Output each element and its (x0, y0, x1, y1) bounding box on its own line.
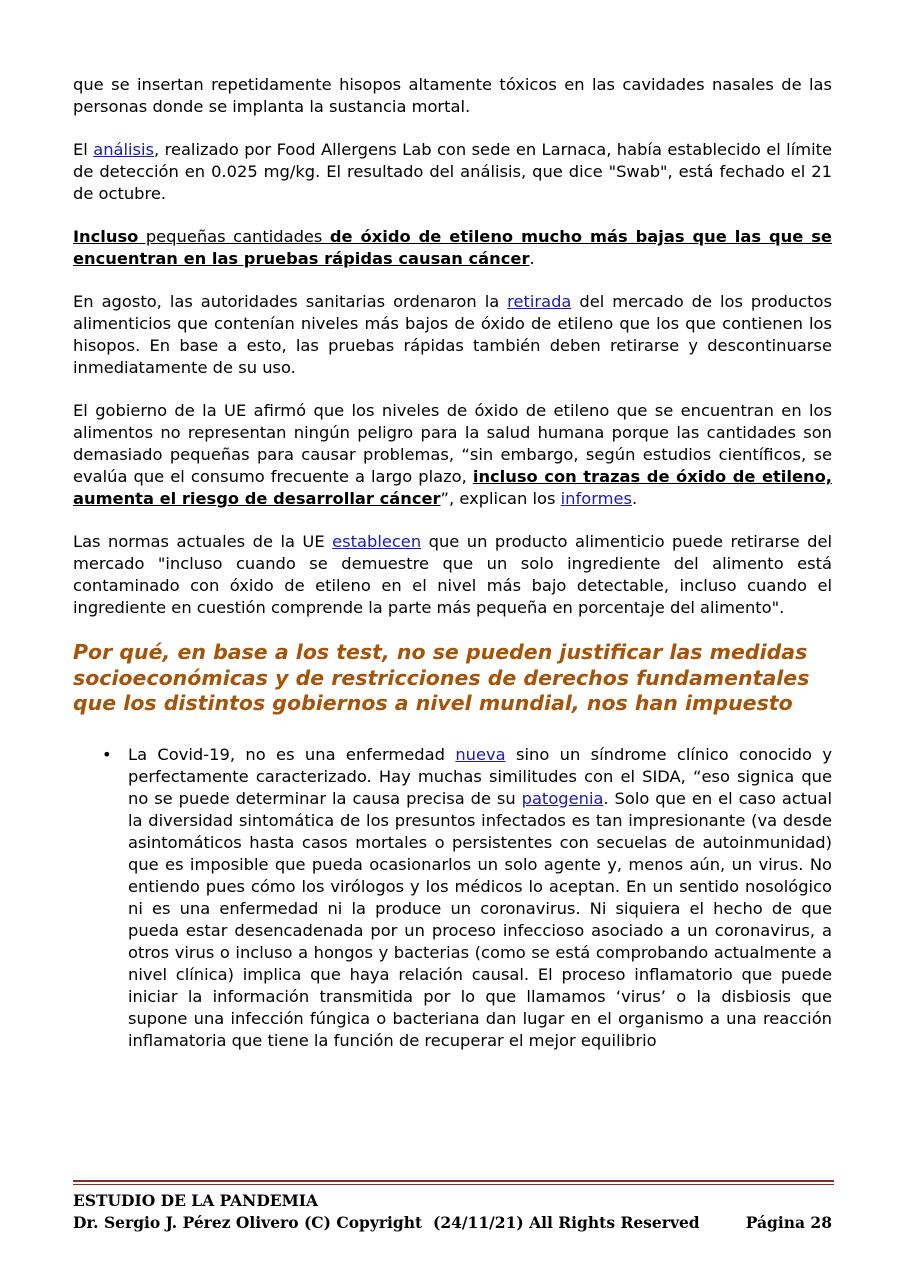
nueva-link[interactable]: nueva (455, 744, 506, 764)
patogenia-link[interactable]: patogenia (521, 788, 604, 808)
paragraph-5-pre: El gobierno de la UE afirmó que los niveles de óxido de etileno que se encuentran en los alimentos no representan ningún peligro para la salud humana porque las cantidades son demasiado pequeñas para causar problemas, “sin embargo, según estudios científicos, se evalúa que el consumo frecuente a largo plazo, (73, 401, 832, 486)
analisis-link[interactable]: análisis (93, 140, 155, 159)
retirada-link[interactable]: retirada (507, 292, 572, 311)
establecen-link[interactable]: establecen (332, 532, 422, 551)
paragraph-5-end: . (631, 489, 638, 508)
paragraph-1-text: que se insertan repetidamente hisopos altamente tóxicos en las cavidades nasales de las personas donde se implanta la sustancia mortal. (73, 75, 832, 116)
paragraph-2-post: , realizado por Food Allergens Lab con sede en Larnaca, había establecido el límite de detección en 0.025 mg/kg. El resultado del análisis, que dice "Swab", está fechado el 21 de octubre. (73, 140, 832, 203)
paragraph-2 (73, 139, 832, 205)
paragraph-6 (73, 531, 832, 619)
bullet-pre: La Covid-19, no es una enfermedad (128, 744, 456, 764)
bullet-dot-icon: • (102, 744, 112, 764)
paragraph-5-mid: ”, explican los (440, 489, 561, 508)
page-number: Página 28 (745, 1213, 832, 1232)
paragraph-6-post: que un producto alimenticio puede retirarse del mercado "incluso cuando se demuestre que un solo ingrediente del alimento está contaminado con óxido de etileno en el nivel más bajo detectable, incluso cuando el ingrediente en cuestión comprende la parte más pequeña en porcentaje del alimento". (73, 532, 833, 617)
bullet-list (73, 744, 832, 1052)
paragraph-4-pre: En agosto, las autoridades sanitarias ordenaron la (73, 292, 508, 311)
paragraph-1 (73, 74, 832, 118)
paragraph-2-pre: El (73, 140, 94, 159)
paragraph-3-bold-incluso: Incluso (73, 227, 139, 246)
footer-copyright: Dr. Sergio J. Pérez Olivero (C) Copyright (24/11/21) All Rights Reserved (73, 1213, 700, 1232)
bullet-post: . Solo que en el caso actual la diversidad sintomática de los presuntos infectados es tan impresionante (va desde asintomáticos hasta casos mortales o persistentes con secuelas de autoinmunidad) que es imposible que pueda ocasionarlos un solo agente y, menos aún, un virus. No entiendo pues cómo los virólogos y los médicos lo aceptan. En un sentido nosológico ni es una enfermedad ni la produce un coronavirus. Ni siquiera el hecho de que pueda estar desencadenada por un proceso infeccioso asociado a un coronavirus, a otros virus o incluso a hongos y bacterias (como se está comprobando actualmente a nivel clínica) implica que haya relación causal. El proceso inflamatorio que puede iniciar la información transmitida por lo que llamamos ‘virus’ o la disbiosis que supone una infección fúngica o bacteriana dan lugar en el organismo a una reacción inflamatoria que tiene la función de recuperar el mejor equilibrio (128, 788, 832, 1050)
paragraph-3-bold-claim: de óxido de etileno mucho más bajas que las que se encuentran en las pruebas rápidas causan cáncer (73, 227, 832, 268)
document-body (73, 74, 832, 1052)
bullet-mid: sino un síndrome clínico conocido y perfectamente caracterizado. Hay muchas similitudes con el SIDA, “eso signica que no se puede determinar la causa precisa de su (128, 744, 832, 808)
paragraph-6-pre: Las normas actuales de la UE (73, 532, 333, 551)
footer-row (73, 1212, 832, 1234)
informes-link[interactable]: informes (560, 489, 632, 508)
paragraph-3-end: . (529, 249, 535, 268)
paragraph-3 (73, 226, 832, 270)
page-footer (73, 1190, 832, 1234)
section-heading: Por qué, en base a los test, no se pueden justificar las medidas socioeconómicas y de restricciones de derechos fundamentales que los distintos gobiernos a nivel mundial, nos han impuesto (73, 640, 810, 715)
paragraph-4 (73, 291, 832, 379)
paragraph-5-bold: incluso con trazas de óxido de etileno, aumenta el riesgo de desarrollar cáncer (73, 467, 832, 508)
paragraph-4-post: del mercado de los productos alimenticios que contenían niveles más bajos de óxido de etileno que los que contienen los hisopos. En base a esto, las pruebas rápidas también deben retirarse y descontinuarse inmediatamente de su uso. (73, 292, 832, 377)
list-item (102, 744, 832, 1052)
footer-divider-thick (73, 1180, 834, 1182)
paragraph-5 (73, 400, 832, 510)
footer-title: ESTUDIO DE LA PANDEMIA (73, 1191, 319, 1210)
paragraph-3-mid: pequeñas cantidades (138, 227, 330, 246)
footer-divider-thin (73, 1184, 834, 1185)
